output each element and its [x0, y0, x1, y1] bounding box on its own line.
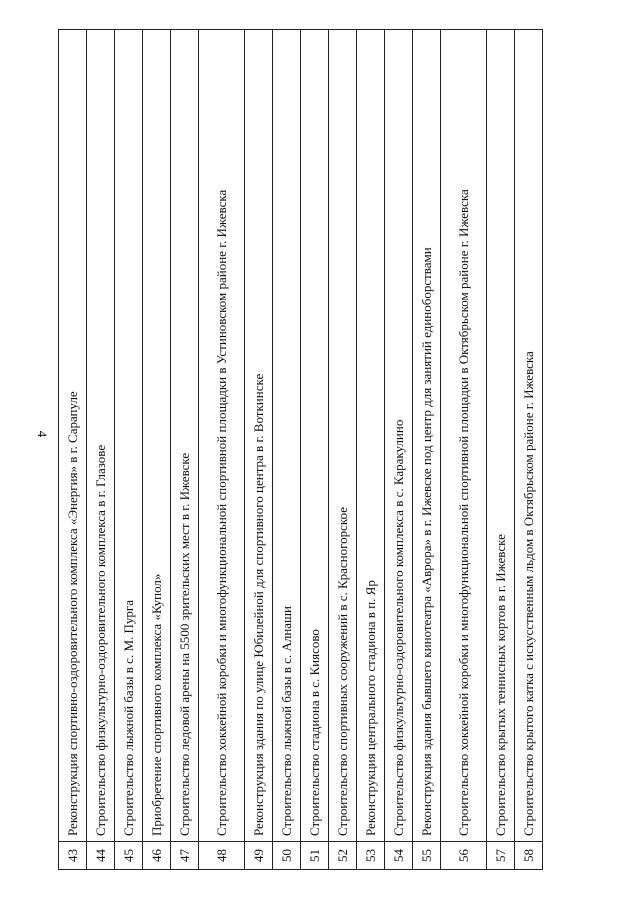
row-number: 54	[385, 842, 413, 870]
table-row	[199, 30, 245, 870]
row-description: Приобретение спортивного комплекса «Купол»	[143, 30, 171, 842]
row-number: 44	[87, 842, 115, 870]
row-number: 45	[115, 842, 143, 870]
table-row	[329, 30, 357, 870]
table-row	[59, 30, 87, 870]
row-number: 55	[413, 842, 441, 870]
table-row	[487, 30, 515, 870]
table-row	[143, 30, 171, 870]
objects-table	[58, 29, 543, 870]
row-description: Строительство хоккейной коробки и многофункциональной спортивной площадки в Устиновском районе г. Ижевска	[199, 30, 245, 842]
row-description: Строительство лыжной базы в с. М. Пурга	[115, 30, 143, 842]
row-description: Строительство физкультурно-оздоровительного комплекса в с. Каракулино	[385, 30, 413, 842]
table-row	[273, 30, 301, 870]
table-row	[245, 30, 273, 870]
row-description: Реконструкция центрального стадиона в п. Яр	[357, 30, 385, 842]
row-number: 49	[245, 842, 273, 870]
row-description: Строительство лыжной базы в с. Алнаши	[273, 30, 301, 842]
row-description: Строительство хоккейной коробки и многофункциональной спортивной площадки в Октябрьском районе г. Ижевска	[441, 30, 487, 842]
row-description: Реконструкция спортивно-оздоровительного комплекса «Энергия» в г. Сарапуле	[59, 30, 87, 842]
row-number: 51	[301, 842, 329, 870]
page-number: 4	[35, 430, 50, 438]
row-description: Строительство ледовой арены на 5500 зрительских мест в г. Ижевске	[171, 30, 199, 842]
table-container	[58, 30, 580, 870]
table-row	[413, 30, 441, 870]
row-number: 58	[515, 842, 543, 870]
row-description: Строительство спортивных сооружений в с. Красногорское	[329, 30, 357, 842]
row-number: 53	[357, 842, 385, 870]
table-row	[115, 30, 143, 870]
row-number: 48	[199, 842, 245, 870]
row-number: 50	[273, 842, 301, 870]
table-row	[171, 30, 199, 870]
row-number: 47	[171, 842, 199, 870]
row-description: Строительство крытого катка с искусственным льдом в Октябрьском районе г. Ижевска	[515, 30, 543, 842]
row-description: Строительство стадиона в с. Киясово	[301, 30, 329, 842]
row-number: 56	[441, 842, 487, 870]
row-number: 43	[59, 842, 87, 870]
row-description: Строительство крытых теннисных кортов в г. Ижевске	[487, 30, 515, 842]
row-description: Строительство физкультурно-оздоровительного комплекса в г. Глазове	[87, 30, 115, 842]
table-row	[301, 30, 329, 870]
row-number: 52	[329, 842, 357, 870]
row-description: Реконструкция здания бывшего кинотеатра «Аврора» в г. Ижевске под центр для занятий единоборствами	[413, 30, 441, 842]
row-number: 46	[143, 842, 171, 870]
rotated-table-frame	[58, 30, 580, 870]
table-row	[385, 30, 413, 870]
table-row	[357, 30, 385, 870]
row-number: 57	[487, 842, 515, 870]
table-row	[441, 30, 487, 870]
table-row	[87, 30, 115, 870]
table-row	[515, 30, 543, 870]
row-description: Реконструкция здания по улице Юбилейной для спортивного центра в г. Воткинске	[245, 30, 273, 842]
